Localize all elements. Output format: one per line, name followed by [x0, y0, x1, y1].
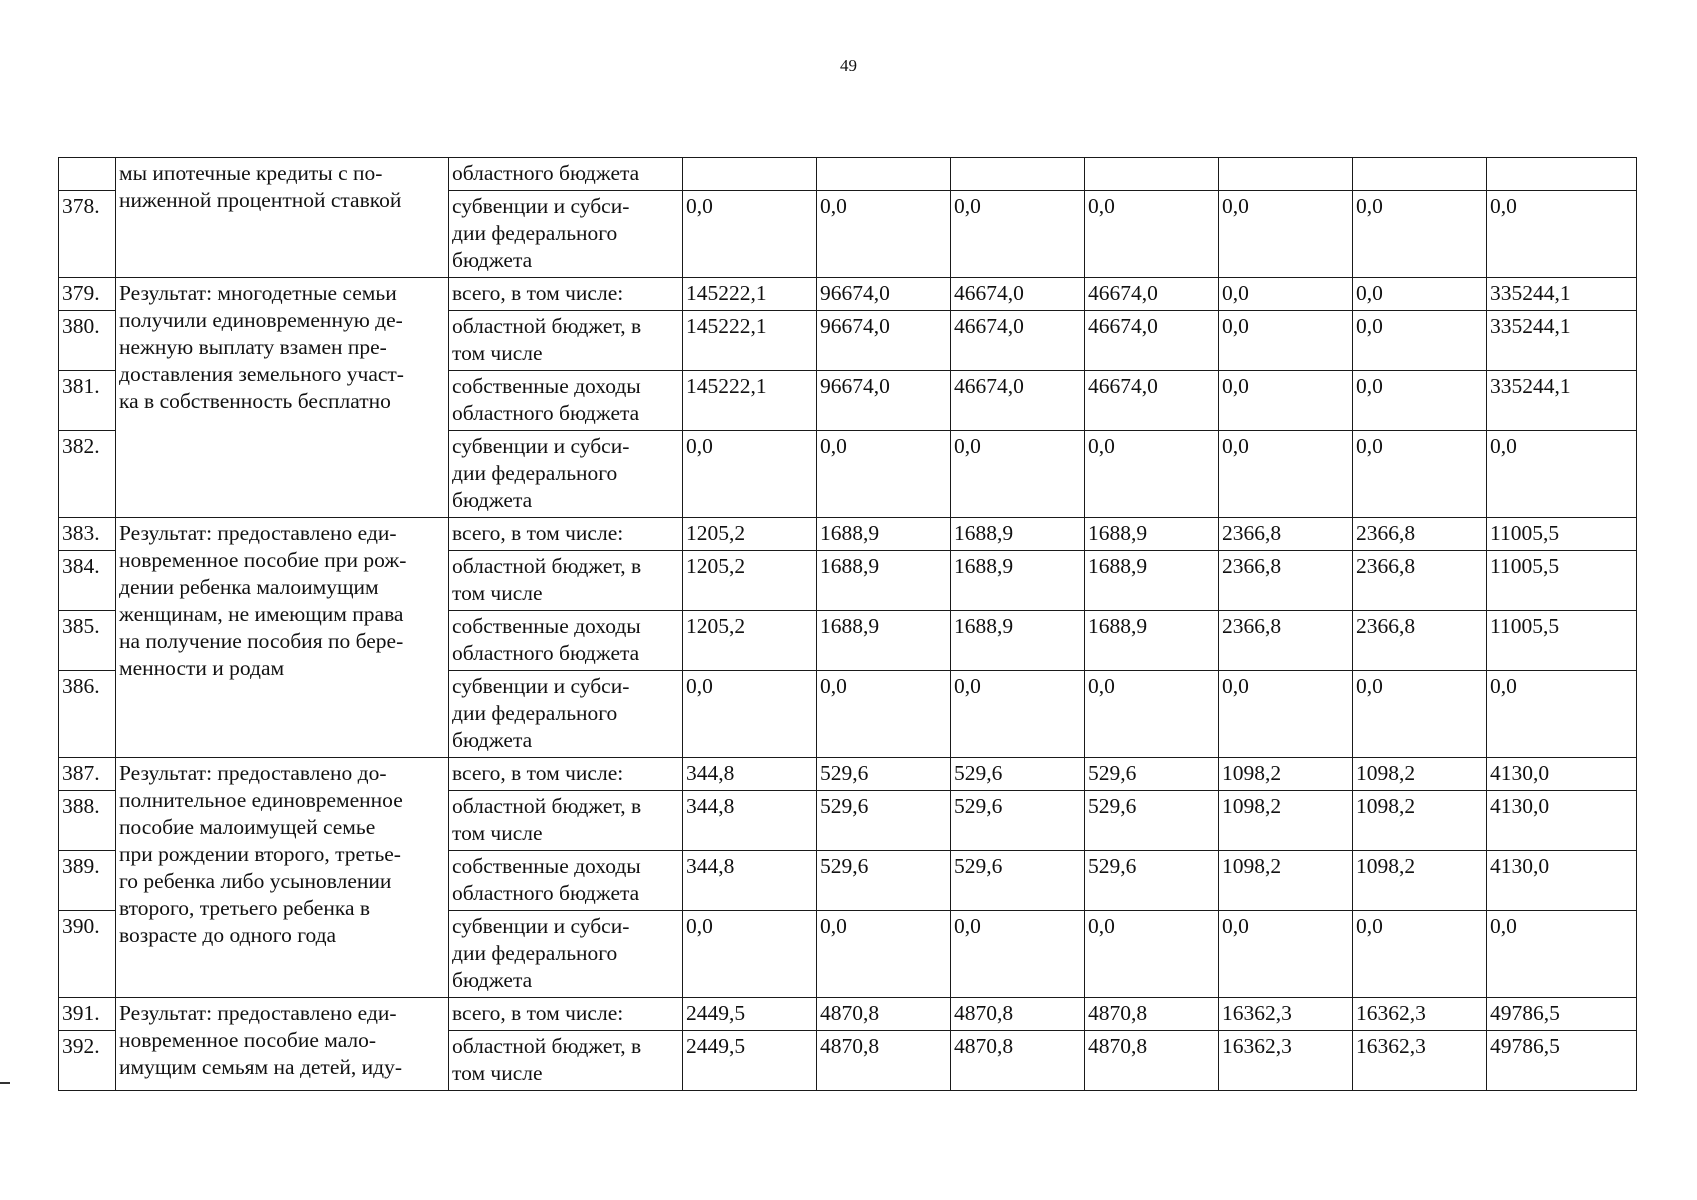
budget-table	[58, 157, 1637, 1091]
row-number: 379.	[59, 278, 116, 311]
funding-source	[449, 551, 683, 611]
description-line: Результат: предоставлено до-	[119, 761, 387, 785]
value-cell: 0,0	[817, 431, 951, 518]
funding-source	[449, 311, 683, 371]
description-line: пособие малоимущей семье	[119, 815, 376, 839]
row-number	[59, 158, 116, 191]
value-cell: 0,0	[683, 431, 817, 518]
description-line: доставления земельного участ-	[119, 362, 404, 386]
row-number: 389.	[59, 851, 116, 911]
value-cell	[1219, 158, 1353, 191]
value-cell: 0,0	[1085, 431, 1219, 518]
funding-source	[449, 278, 683, 311]
value-cell: 16362,3	[1219, 998, 1353, 1031]
value-cell: 96674,0	[817, 311, 951, 371]
description-line: полнительное единовременное	[119, 788, 403, 812]
value-cell: 11005,5	[1487, 518, 1637, 551]
value-cell: 0,0	[1353, 911, 1487, 998]
value-cell	[951, 158, 1085, 191]
value-cell: 1098,2	[1353, 851, 1487, 911]
description-line: Результат: предоставлено еди-	[119, 1001, 397, 1025]
value-cell: 2449,5	[683, 998, 817, 1031]
source-line: дии федерального	[452, 701, 618, 725]
source-line: всего, в том числе:	[452, 521, 624, 545]
description-line: женщинам, не имеющим права	[119, 602, 404, 626]
source-line: дии федерального	[452, 461, 618, 485]
value-cell: 0,0	[1353, 431, 1487, 518]
value-cell: 0,0	[1353, 371, 1487, 431]
value-cell: 2366,8	[1353, 611, 1487, 671]
value-cell: 529,6	[1085, 758, 1219, 791]
value-cell: 0,0	[1353, 191, 1487, 278]
value-cell: 1688,9	[817, 551, 951, 611]
funding-source	[449, 611, 683, 671]
value-cell	[683, 158, 817, 191]
page-number: 49	[840, 56, 857, 75]
value-cell: 344,8	[683, 791, 817, 851]
value-cell: 0,0	[817, 191, 951, 278]
result-description	[116, 998, 449, 1091]
value-cell: 2366,8	[1219, 611, 1353, 671]
value-cell: 145222,1	[683, 278, 817, 311]
value-cell: 0,0	[683, 191, 817, 278]
description-line: получили единовременную де-	[119, 308, 403, 332]
value-cell: 1205,2	[683, 611, 817, 671]
value-cell: 96674,0	[817, 371, 951, 431]
value-cell: 1688,9	[1085, 611, 1219, 671]
funding-source	[449, 191, 683, 278]
value-cell: 0,0	[951, 431, 1085, 518]
source-line: том числе	[452, 1061, 543, 1085]
source-line: дии федерального	[452, 941, 618, 965]
value-cell: 46674,0	[951, 371, 1085, 431]
source-line: бюджета	[452, 488, 533, 512]
value-cell: 344,8	[683, 851, 817, 911]
value-cell: 46674,0	[1085, 278, 1219, 311]
value-cell: 2449,5	[683, 1031, 817, 1091]
description-line: имущим семьям на детей, иду-	[119, 1055, 402, 1079]
row-number: 391.	[59, 998, 116, 1031]
value-cell: 0,0	[1487, 911, 1637, 998]
value-cell: 1098,2	[1353, 791, 1487, 851]
value-cell: 49786,5	[1487, 998, 1637, 1031]
value-cell: 0,0	[1219, 278, 1353, 311]
row-number: 380.	[59, 311, 116, 371]
value-cell: 1688,9	[1085, 551, 1219, 611]
value-cell: 0,0	[1487, 671, 1637, 758]
table-row	[59, 758, 1637, 791]
funding-source	[449, 998, 683, 1031]
value-cell: 529,6	[1085, 791, 1219, 851]
table-row	[59, 158, 1637, 191]
source-line: областной бюджет, в	[452, 554, 642, 578]
table-row	[59, 518, 1637, 551]
value-cell: 16362,3	[1353, 1031, 1487, 1091]
value-cell: 2366,8	[1219, 518, 1353, 551]
value-cell: 529,6	[817, 791, 951, 851]
description-line: Результат: многодетные семьи	[119, 281, 397, 305]
value-cell: 0,0	[1487, 191, 1637, 278]
source-line: бюджета	[452, 968, 533, 992]
value-cell: 4870,8	[951, 1031, 1085, 1091]
source-line: областной бюджет, в	[452, 314, 642, 338]
value-cell: 0,0	[1219, 911, 1353, 998]
value-cell: 0,0	[1353, 671, 1487, 758]
source-line: всего, в том числе:	[452, 761, 624, 785]
value-cell: 335244,1	[1487, 371, 1637, 431]
value-cell: 49786,5	[1487, 1031, 1637, 1091]
value-cell	[817, 158, 951, 191]
value-cell: 11005,5	[1487, 551, 1637, 611]
value-cell: 1098,2	[1219, 851, 1353, 911]
description-line: нежную выплату взамен пре-	[119, 335, 387, 359]
value-cell: 4130,0	[1487, 791, 1637, 851]
source-line: собственные доходы	[452, 374, 641, 398]
value-cell: 1688,9	[1085, 518, 1219, 551]
value-cell: 0,0	[1219, 311, 1353, 371]
value-cell: 0,0	[817, 671, 951, 758]
source-line: собственные доходы	[452, 854, 641, 878]
source-line: всего, в том числе:	[452, 281, 624, 305]
value-cell: 1205,2	[683, 518, 817, 551]
value-cell: 0,0	[817, 911, 951, 998]
source-line: субвенции и субси-	[452, 674, 630, 698]
result-description	[116, 758, 449, 998]
row-number: 386.	[59, 671, 116, 758]
value-cell: 0,0	[1353, 311, 1487, 371]
value-cell: 4870,8	[817, 1031, 951, 1091]
source-line: дии федерального	[452, 221, 618, 245]
source-line: бюджета	[452, 728, 533, 752]
value-cell: 2366,8	[1219, 551, 1353, 611]
source-line: том числе	[452, 581, 543, 605]
value-cell	[1085, 158, 1219, 191]
value-cell: 4870,8	[1085, 998, 1219, 1031]
value-cell: 11005,5	[1487, 611, 1637, 671]
value-cell: 335244,1	[1487, 311, 1637, 371]
result-description	[116, 518, 449, 758]
value-cell: 335244,1	[1487, 278, 1637, 311]
value-cell: 4130,0	[1487, 758, 1637, 791]
margin-mark	[0, 1082, 10, 1084]
result-description	[116, 278, 449, 518]
value-cell: 46674,0	[1085, 311, 1219, 371]
value-cell: 46674,0	[1085, 371, 1219, 431]
description-line: мы ипотечные кредиты с по-	[119, 161, 383, 185]
value-cell: 96674,0	[817, 278, 951, 311]
funding-source	[449, 671, 683, 758]
value-cell: 1688,9	[951, 611, 1085, 671]
value-cell: 1098,2	[1219, 791, 1353, 851]
description-line: при рождении второго, третье-	[119, 842, 401, 866]
value-cell: 4870,8	[951, 998, 1085, 1031]
row-number: 385.	[59, 611, 116, 671]
value-cell: 1098,2	[1219, 758, 1353, 791]
value-cell: 46674,0	[951, 278, 1085, 311]
value-cell: 1688,9	[951, 518, 1085, 551]
value-cell: 2366,8	[1353, 551, 1487, 611]
value-cell: 529,6	[951, 791, 1085, 851]
value-cell: 1205,2	[683, 551, 817, 611]
source-line: областной бюджет, в	[452, 1034, 642, 1058]
value-cell: 529,6	[817, 851, 951, 911]
value-cell: 145222,1	[683, 311, 817, 371]
value-cell: 4870,8	[817, 998, 951, 1031]
value-cell: 0,0	[1085, 911, 1219, 998]
description-line: менности и родам	[119, 656, 285, 680]
source-line: субвенции и субси-	[452, 434, 630, 458]
funding-source	[449, 1031, 683, 1091]
row-number: 378.	[59, 191, 116, 278]
value-cell: 46674,0	[951, 311, 1085, 371]
value-cell: 0,0	[1219, 191, 1353, 278]
funding-source	[449, 791, 683, 851]
row-number: 382.	[59, 431, 116, 518]
row-number: 392.	[59, 1031, 116, 1091]
funding-source	[449, 158, 683, 191]
value-cell	[1487, 158, 1637, 191]
description-line: на получение пособия по бере-	[119, 629, 404, 653]
value-cell: 0,0	[1353, 278, 1487, 311]
value-cell: 1688,9	[817, 518, 951, 551]
value-cell: 16362,3	[1353, 998, 1487, 1031]
result-description	[116, 158, 449, 278]
source-line: областного бюджета	[452, 641, 640, 665]
value-cell: 529,6	[951, 851, 1085, 911]
value-cell: 0,0	[683, 671, 817, 758]
value-cell: 0,0	[1219, 671, 1353, 758]
row-number: 387.	[59, 758, 116, 791]
source-line: бюджета	[452, 248, 533, 272]
table-row	[59, 998, 1637, 1031]
source-line: областного бюджета	[452, 881, 640, 905]
value-cell: 529,6	[817, 758, 951, 791]
value-cell: 2366,8	[1353, 518, 1487, 551]
value-cell: 0,0	[1487, 431, 1637, 518]
description-line: ниженной процентной ставкой	[119, 188, 402, 212]
value-cell: 1688,9	[817, 611, 951, 671]
value-cell: 0,0	[951, 191, 1085, 278]
funding-source	[449, 371, 683, 431]
description-line: дении ребенка малоимущим	[119, 575, 379, 599]
source-line: субвенции и субси-	[452, 914, 630, 938]
funding-source	[449, 758, 683, 791]
row-number: 384.	[59, 551, 116, 611]
funding-source	[449, 851, 683, 911]
source-line: областной бюджет, в	[452, 794, 642, 818]
value-cell	[1353, 158, 1487, 191]
source-line: областного бюджета	[452, 161, 640, 185]
description-line: возрасте до одного года	[119, 923, 337, 947]
value-cell: 0,0	[683, 911, 817, 998]
funding-source	[449, 431, 683, 518]
row-number: 388.	[59, 791, 116, 851]
value-cell: 0,0	[1219, 431, 1353, 518]
description-line: новременное пособие мало-	[119, 1028, 377, 1052]
value-cell: 529,6	[1085, 851, 1219, 911]
value-cell: 145222,1	[683, 371, 817, 431]
value-cell: 16362,3	[1219, 1031, 1353, 1091]
description-line: ка в собственность бесплатно	[119, 389, 391, 413]
value-cell: 4870,8	[1085, 1031, 1219, 1091]
description-line: второго, третьего ребенка в	[119, 896, 371, 920]
source-line: областного бюджета	[452, 401, 640, 425]
value-cell: 344,8	[683, 758, 817, 791]
value-cell: 4130,0	[1487, 851, 1637, 911]
row-number: 381.	[59, 371, 116, 431]
value-cell: 0,0	[1085, 191, 1219, 278]
value-cell: 0,0	[951, 911, 1085, 998]
row-number: 390.	[59, 911, 116, 998]
value-cell: 1098,2	[1353, 758, 1487, 791]
value-cell: 0,0	[1085, 671, 1219, 758]
value-cell: 1688,9	[951, 551, 1085, 611]
description-line: го ребенка либо усыновлении	[119, 869, 392, 893]
value-cell: 0,0	[951, 671, 1085, 758]
source-line: всего, в том числе:	[452, 1001, 624, 1025]
source-line: собственные доходы	[452, 614, 641, 638]
source-line: субвенции и субси-	[452, 194, 630, 218]
value-cell: 529,6	[951, 758, 1085, 791]
funding-source	[449, 911, 683, 998]
row-number: 383.	[59, 518, 116, 551]
source-line: том числе	[452, 341, 543, 365]
source-line: том числе	[452, 821, 543, 845]
funding-source	[449, 518, 683, 551]
value-cell: 0,0	[1219, 371, 1353, 431]
description-line: новременное пособие при рож-	[119, 548, 407, 572]
table-row	[59, 278, 1637, 311]
description-line: Результат: предоставлено еди-	[119, 521, 397, 545]
